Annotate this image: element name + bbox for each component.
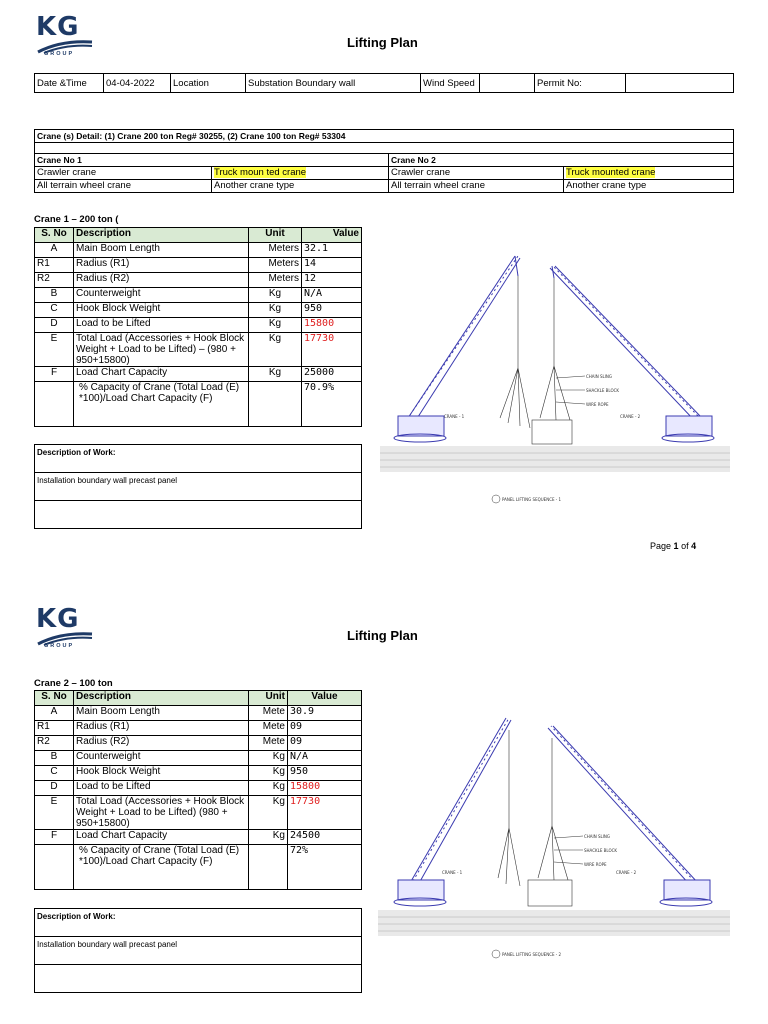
crane2-type-other: Another crane type	[564, 180, 734, 193]
row-unit: Kg	[249, 318, 302, 333]
row-value: 950	[288, 766, 362, 781]
date-label: Date &Time	[35, 74, 104, 93]
row-sno: R1	[35, 721, 74, 736]
row-desc: Radius (R2)	[74, 736, 249, 751]
table-row	[35, 243, 362, 258]
row-sno: C	[35, 303, 74, 318]
col-sno: S. No	[35, 228, 74, 243]
row-sno: A	[35, 706, 74, 721]
row-desc: % Capacity of Crane (Total Load (E) *100)/Load Chart Capacity (F)	[74, 382, 249, 427]
table-row	[35, 288, 362, 303]
page-current: 1	[673, 541, 679, 551]
col-value: Value	[302, 228, 362, 243]
row-unit: Kg	[249, 830, 288, 845]
wind-speed-value	[480, 74, 535, 93]
col-description: Description	[74, 691, 249, 706]
row-unit: Mete	[249, 706, 288, 721]
drawing-caption: PANEL LIFTING SEQUENCE - 1	[502, 497, 562, 502]
row-desc: Radius (R2)	[74, 273, 249, 288]
row-value: 25000	[302, 367, 362, 382]
row-value: 12	[302, 273, 362, 288]
row-unit: Meters	[249, 273, 302, 288]
logo-subtext: GROUP	[44, 643, 75, 649]
row-desc: Load to be Lifted	[74, 781, 249, 796]
row-sno: R1	[35, 258, 74, 273]
crane2-type-crawler: Crawler crane	[389, 167, 564, 180]
table-row	[35, 830, 362, 845]
row-value: 70.9%	[302, 382, 362, 427]
row-value: 09	[288, 736, 362, 751]
row-unit: Kg	[249, 288, 302, 303]
label-chain-sling: CHAIN SLING	[586, 374, 613, 379]
table-row	[35, 751, 362, 766]
row-unit: Meters	[249, 243, 302, 258]
row-value: 950	[302, 303, 362, 318]
header-info-table	[34, 73, 734, 93]
row-desc: Load Chart Capacity	[74, 367, 249, 382]
table-row	[35, 258, 362, 273]
col-unit: Unit	[249, 228, 302, 243]
row-desc: Load to be Lifted	[74, 318, 249, 333]
description-blank	[35, 965, 362, 993]
crane1-type-truck: Truck moun ted crane	[214, 167, 307, 178]
row-unit: Mete	[249, 736, 288, 751]
row-value: 24500	[288, 830, 362, 845]
panel-lifting-drawing-2	[378, 708, 730, 978]
logo-text: KG	[36, 12, 80, 42]
wind-speed-label: Wind Speed	[421, 74, 480, 93]
location-label: Location	[171, 74, 246, 93]
table-row	[35, 333, 362, 367]
row-unit: Kg	[249, 766, 288, 781]
date-value: 04-04-2022	[104, 74, 171, 93]
row-sno	[35, 382, 74, 427]
permit-value	[626, 74, 734, 93]
page-title: Lifting Plan	[347, 35, 418, 50]
row-sno: B	[35, 288, 74, 303]
col-value: Value	[288, 691, 362, 706]
crane2-type-truck: Truck mounted crane	[566, 167, 656, 178]
label-wire-rope: WIRE ROPE	[584, 862, 607, 867]
row-value: 32.1	[302, 243, 362, 258]
row-desc: Radius (R1)	[74, 721, 249, 736]
row-value: 30.9	[288, 706, 362, 721]
row-desc: Radius (R1)	[74, 258, 249, 273]
label-shackle-block: SHACKLE BLOCK	[586, 388, 620, 393]
row-value: 17730	[288, 796, 362, 830]
row-sno: F	[35, 830, 74, 845]
row-value: 15800	[302, 318, 362, 333]
row-value: 14	[302, 258, 362, 273]
row-value: N/A	[288, 751, 362, 766]
table-row	[35, 706, 362, 721]
label-crane-1: CRANE - 1	[444, 414, 465, 419]
row-desc: % Capacity of Crane (Total Load (E) *100)/Load Chart Capacity (F)	[74, 845, 249, 890]
crane2-label: Crane No 2	[389, 154, 734, 167]
drawing-caption: PANEL LIFTING SEQUENCE - 2	[502, 952, 562, 957]
row-unit: Kg	[249, 367, 302, 382]
company-logo-2	[36, 604, 96, 649]
permit-label: Permit No:	[535, 74, 626, 93]
label-crane-1: CRANE - 1	[442, 870, 463, 875]
page-total: 4	[691, 541, 697, 551]
description-value: Installation boundary wall precast panel	[35, 473, 362, 501]
row-unit: Mete	[249, 721, 288, 736]
col-description: Description	[74, 228, 249, 243]
logo-text: KG	[36, 604, 80, 634]
row-desc: Main Boom Length	[74, 706, 249, 721]
row-unit	[249, 382, 302, 427]
description-blank	[35, 501, 362, 529]
row-sno: B	[35, 751, 74, 766]
row-desc: Main Boom Length	[74, 243, 249, 258]
page-label: Page	[650, 541, 672, 551]
row-sno: E	[35, 333, 74, 367]
table-row	[35, 766, 362, 781]
page-number	[650, 541, 696, 551]
row-value: 15800	[288, 781, 362, 796]
crane2-section-title: Crane 2 – 100 ton	[34, 678, 113, 689]
col-unit: Unit	[249, 691, 288, 706]
page-title-2: Lifting Plan	[347, 628, 418, 643]
row-value: N/A	[302, 288, 362, 303]
logo-subtext: GROUP	[44, 51, 75, 57]
row-desc: Total Load (Accessories + Hook Block Weight + Load to be Lifted) – (980 + 950+15800)	[74, 333, 249, 367]
label-crane-2: CRANE - 2	[616, 870, 637, 875]
table-row	[35, 273, 362, 288]
row-desc: Counterweight	[74, 751, 249, 766]
table-row	[35, 736, 362, 751]
crane1-spec-table	[34, 227, 362, 427]
description-value: Installation boundary wall precast panel	[35, 937, 362, 965]
description-of-work-table-2	[34, 908, 362, 993]
row-unit: Kg	[249, 796, 288, 830]
crane1-type-allterrain: All terrain wheel crane	[35, 180, 212, 193]
row-unit: Kg	[249, 751, 288, 766]
row-unit	[249, 845, 288, 890]
table-row	[35, 318, 362, 333]
row-sno: D	[35, 781, 74, 796]
col-sno: S. No	[35, 691, 74, 706]
table-row	[35, 845, 362, 890]
row-sno: F	[35, 367, 74, 382]
label-wire-rope: WIRE ROPE	[586, 402, 609, 407]
row-unit: Kg	[249, 781, 288, 796]
row-value: 09	[288, 721, 362, 736]
table-row	[35, 367, 362, 382]
row-value: 17730	[302, 333, 362, 367]
row-sno: D	[35, 318, 74, 333]
row-desc: Total Load (Accessories + Hook Block Weight + Load to be Lifted) (980 + 950+15800)	[74, 796, 249, 830]
crane-detail-table	[34, 129, 734, 193]
row-sno	[35, 845, 74, 890]
row-sno: E	[35, 796, 74, 830]
label-crane-2: CRANE - 2	[620, 414, 641, 419]
row-value: 72%	[288, 845, 362, 890]
crane2-type-allterrain: All terrain wheel crane	[389, 180, 564, 193]
table-row	[35, 781, 362, 796]
row-desc: Hook Block Weight	[74, 766, 249, 781]
row-sno: R2	[35, 736, 74, 751]
label-shackle-block: SHACKLE BLOCK	[584, 848, 618, 853]
row-desc: Load Chart Capacity	[74, 830, 249, 845]
table-row	[35, 796, 362, 830]
company-logo	[36, 12, 96, 57]
row-desc: Hook Block Weight	[74, 303, 249, 318]
crane-detail-spacer	[35, 143, 734, 154]
row-unit: Kg	[249, 333, 302, 367]
crane2-spec-table	[34, 690, 362, 890]
crane1-section-title: Crane 1 – 200 ton (	[34, 214, 119, 225]
crane-detail-text: Crane (s) Detail: (1) Crane 200 ton Reg# 30255, (2) Crane 100 ton Reg# 53304	[35, 130, 734, 143]
panel-lifting-drawing-1	[380, 248, 730, 528]
location-value: Substation Boundary wall	[246, 74, 421, 93]
description-label: Description of Work:	[35, 909, 362, 937]
row-sno: C	[35, 766, 74, 781]
crane1-type-other: Another crane type	[212, 180, 389, 193]
page-of: of	[681, 541, 689, 551]
row-unit: Meters	[249, 258, 302, 273]
row-desc: Counterweight	[74, 288, 249, 303]
row-unit: Kg	[249, 303, 302, 318]
row-sno: R2	[35, 273, 74, 288]
description-label: Description of Work:	[35, 445, 362, 473]
description-of-work-table	[34, 444, 362, 529]
table-row	[35, 721, 362, 736]
crane1-label: Crane No 1	[35, 154, 389, 167]
label-chain-sling: CHAIN SLING	[584, 834, 611, 839]
crane1-type-crawler: Crawler crane	[35, 167, 212, 180]
table-row	[35, 303, 362, 318]
table-row	[35, 382, 362, 427]
row-sno: A	[35, 243, 74, 258]
